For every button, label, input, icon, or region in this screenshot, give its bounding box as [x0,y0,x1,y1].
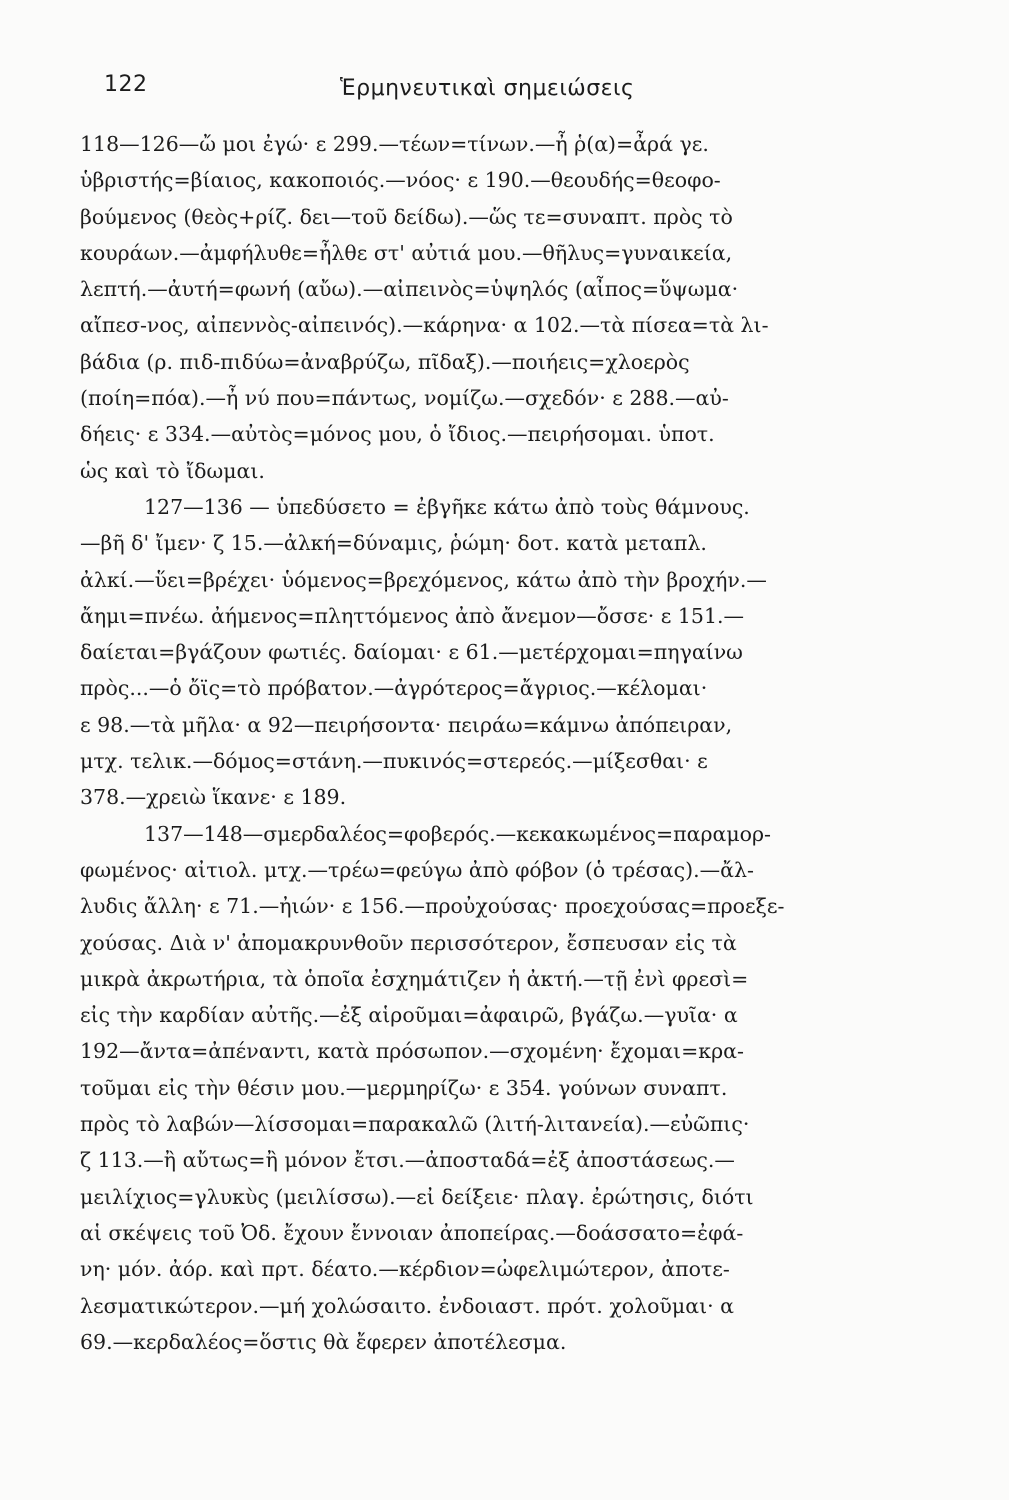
text-line: εἰς τὴν καρδίαν αὐτῆς.—ἐξ αἱροῦμαι=ἀφαιρῶ, βγάζω.—γυῖα· α [80,1003,738,1028]
text-line: λεπτή.—ἀυτή=φωνή (αὔω).—αἰπεινὸς=ὑψηλός (αἶπος=ὕψωμα· [80,277,739,302]
text-line: δαίεται=βγάζουν φωτιές. δαίομαι· ε 61.—μετέρχομαι=πηγαίνω [80,640,743,665]
page-number: 122 [104,72,148,97]
text-line: (ποίη=πόα).—ἦ νύ που=πάντως, νομίζω.—σχεδόν· ε 288.—αὐ- [80,386,729,411]
text-line: τοῦμαι εἰς τὴν θέσιν μου.—μερμηρίζω· ε 354. γούνων συναπτ. [80,1075,728,1100]
commentary-text [80,126,936,1360]
text-line: ἀλκί.—ὕει=βρέχει· ὑόμενος=βρεχόμενος, κάτω ἀπὸ τὴν βροχήν.— [80,567,767,592]
text-line: ζ 113.—ἢ αὔτως=ἢ μόνον ἔτσι.—ἀποσταδά=ἐξ ἀποστάσεως.— [80,1148,735,1173]
text-line: πρὸς τὸ λαβών—λίσσομαι=παρακαλῶ (λιτή-λιτανεία).—εὐῶπις· [80,1112,750,1137]
text-line: 69.—κερδαλέος=ὅστις θὰ ἔφερεν ἀποτέλεσμα. [80,1329,567,1354]
text-line: βάδια (ρ. πιδ-πιδύω=ἀναβρύζω, πῖδαξ).—ποιήεις=χλοερὸς [80,349,690,374]
text-line: λυδις ἄλλη· ε 71.—ἠιών· ε 156.—προὐχούσας· προεχούσας=προεξε- [80,894,785,919]
text-line: κουράων.—ἀμφήλυθε=ἦλθε στ' αὐτιά μου.—θῆλυς=γυναικεία, [80,240,733,265]
text-line: 378.—χρειὼ ἵκανε· ε 189. [80,785,347,810]
text-line: ὡς καὶ τὸ ἴδωμαι. [80,458,265,483]
text-line: αἱ σκέψεις τοῦ Ὀδ. ἔχουν ἔννοιαν ἀποπείρας.—δοάσσατο=ἐφά- [80,1220,744,1245]
text-line: μειλίχιος=γλυκὺς (μειλίσσω).—εἰ δείξειε· πλαγ. ἐρώτησις, διότι [80,1184,754,1209]
text-line: αἴπεσ-νος, αἰπεννὸς-αἰπεινός).—κάρηνα· α 102.—τὰ πίσεα=τὰ λι- [80,313,769,338]
text-line: πρὸς...—ὁ ὄϊς=τὸ πρόβατον.—ἀγρότερος=ἄγριος.—κέλομαι· [80,676,708,701]
text-line: 137—148—σμερδαλέος=φοβερός.—κεκακωμένος=παραμορ- [144,821,771,846]
text-line: δήεις· ε 334.—αὐτὸς=μόνος μου, ὁ ἴδιος.—πειρήσομαι. ὑποτ. [80,422,715,447]
text-line: —βῆ δ' ἴμεν· ζ 15.—ἀλκή=δύναμις, ῥώμη· δοτ. κατὰ μεταπλ. [80,531,707,556]
text-line: ἄημι=πνέω. ἀήμενος=πληττόμενος ἀπὸ ἄνεμον—ὄσσε· ε 151.— [80,603,745,628]
text-line: νη· μόν. ἀόρ. καὶ πρτ. δέατο.—κέρδιον=ὠφελιμώτερον, ἀποτε- [80,1257,730,1282]
text-line: χούσας. Διὰ ν' ἀπομακρυνθοῦν περισσότερον, ἔσπευσαν εἰς τὰ [80,930,737,955]
text-line: βούμενος (θεὸς+ρίζ. δει—τοῦ δείδω).—ὥς τε=συναπτ. πρὸς τὸ [80,204,733,229]
text-line: ὑβριστής=βίαιος, κακοποιός.—νόος· ε 190.—θεουδής=θεοφο- [80,168,721,193]
text-line: 118—126—ὤ μοι ἐγώ· ε 299.—τέων=τίνων.—ἦ ῥ(α)=ἆρά γε. [80,132,709,156]
running-title: Ἑρμηνευτικαὶ σημειώσεις [340,76,635,101]
text-line: ε 98.—τὰ μῆλα· α 92—πειρήσοντα· πειράω=κάμνω ἀπόπειραν, [80,712,733,737]
text-line: φωμένος· αἰτιολ. μτχ.—τρέω=φεύγω ἀπὸ φόβον (ὁ τρέσας).—ἄλ- [80,857,754,882]
text-line: μικρὰ ἀκρωτήρια, τὰ ὁποῖα ἐσχημάτιζεν ἡ ἀκτή.—τῇ ἐνὶ φρεσὶ= [80,966,749,991]
text-line: 127—136 — ὑπεδύσετο = ἐβγῆκε κάτω ἀπὸ τοὺς θάμνους. [144,494,750,519]
text-line: λεσματικώτερον.—μή χολώσαιτο. ἐνδοιαστ. πρότ. χολοῦμαι· α [80,1293,734,1318]
text-line: 192—ἄντα=ἀπέναντι, κατὰ πρόσωπον.—σχομένη· ἔχομαι=κρα- [80,1039,744,1064]
text-line: μτχ. τελικ.—δόμος=στάνη.—πυκινός=στερεός.—μίξεσθαι· ε [80,749,708,774]
